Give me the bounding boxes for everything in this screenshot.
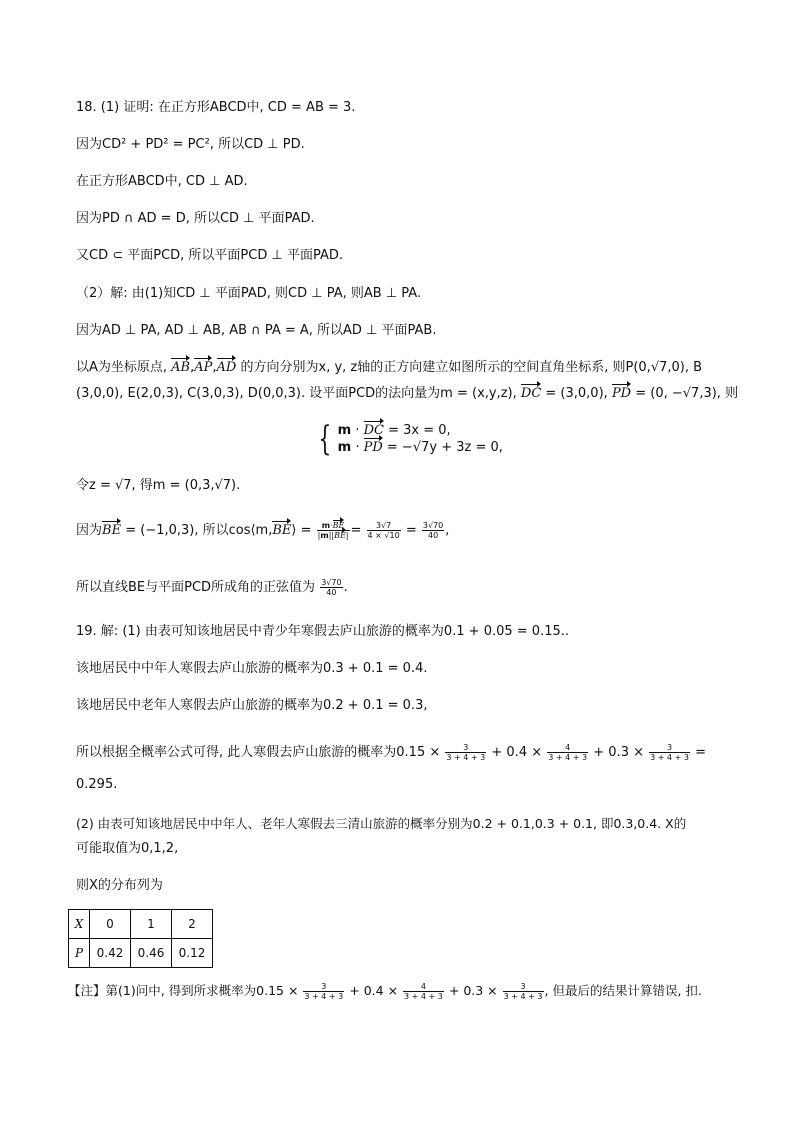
vector-be: BE: [332, 521, 345, 530]
text-segment: = (3,0,0),: [545, 386, 608, 401]
text-segment: 【注】第(1)问中, 得到所求概率为0.15 ×: [68, 983, 299, 998]
fraction: $\frac{m\cdot BE}{|m||BE|}$: [317, 521, 349, 540]
text-segment: ,: [445, 523, 450, 538]
p18-line-8: 以A为坐标原点, AB,AP,AD 的方向分别为x, y, z轴的正方向建立如图所示的空间直角坐标系, 则P(0,√7,0), B: [76, 360, 703, 375]
text-segment: = −√7y + 3z = 0,: [386, 440, 503, 455]
table-cell: 1: [131, 910, 172, 939]
p18-line-10: 令z = √7, 得m = (0,3,√7).: [76, 478, 241, 493]
vector-m: m: [321, 521, 331, 530]
text-segment: = 3x = 0,: [388, 423, 451, 438]
p19-line-1: 19. 解: (1) 由表可知该地居民中青少年寒假去庐山旅游的概率为0.1 + 0.05 = 0.15..: [76, 624, 570, 639]
denominator: 3 + 4 + 3: [503, 992, 543, 1001]
vector-ad: AD: [216, 360, 237, 375]
table-row: [69, 939, 213, 968]
denominator: 3 + 4 + 3: [650, 753, 689, 762]
fraction: [422, 521, 444, 540]
equation-system: [314, 419, 503, 459]
table-cell: 0.42: [90, 939, 131, 968]
vector-be: BE: [334, 531, 346, 540]
table-row: [69, 910, 213, 939]
vector-dc: DC: [520, 386, 542, 401]
table-cell: 0.46: [131, 939, 172, 968]
note-line: [68, 982, 702, 1001]
text-segment: = (−1,0,3), 所以cos⟨m,: [125, 523, 273, 538]
p19-line-8: 则X的分布列为: [76, 878, 163, 893]
text-segment: (3,0,0), E(2,0,3), C(3,0,3), D(0,0,3). 设平面PCD的法向量为m = (x,y,z),: [76, 386, 517, 401]
vector-m: m: [337, 440, 352, 455]
text-segment: 因为: [76, 523, 103, 538]
vector-m: m: [320, 531, 329, 540]
p18-line-1: 18. (1) 证明: 在正方形ABCD中, CD = AB = 3.: [76, 100, 356, 115]
vector-m: m: [337, 423, 352, 438]
p19-line-3: 该地居民中老年人寒假去庐山旅游的概率为0.2 + 0.1 = 0.3,: [76, 698, 428, 713]
brace-symbol: {: [318, 419, 332, 459]
text-segment: = (0, −√7,3), 则: [635, 386, 739, 401]
p19-line-5: 0.295.: [76, 777, 118, 792]
denominator: 3 + 4 + 3: [304, 992, 344, 1001]
denominator: 4 × √10: [367, 531, 400, 540]
table-cell: 0.12: [172, 939, 213, 968]
equation-row-2: m · PD = −√7y + 3z = 0,: [337, 440, 503, 455]
vector-ab: AB: [171, 360, 191, 375]
numerator: 3: [649, 743, 690, 753]
equation-row-1: m · DC = 3x = 0,: [337, 423, 451, 438]
text-segment: 的方向分别为x, y, z轴的正方向建立如图所示的空间直角坐标系, 则P(0,√7,0), B: [240, 360, 703, 375]
fraction: [445, 743, 486, 762]
distribution-table: [68, 909, 213, 968]
fraction: [403, 982, 444, 1001]
fraction: [367, 521, 401, 540]
p18-line-5: 又CD ⊂ 平面PCD, 所以平面PCD ⊥ 平面PAD.: [76, 248, 343, 263]
fraction: [547, 743, 588, 762]
p18-line-6: （2）解: 由(1)知CD ⊥ 平面PAD, 则CD ⊥ PA, 则AB ⊥ PA.: [76, 286, 422, 301]
p19-line-6: (2) 由表可知该地居民中中年人、老年人寒假去三清山旅游的概率分别为0.2 + 0.1,0.3 + 0.1, 即0.3,0.4. X的: [76, 816, 687, 831]
denominator: 3 + 4 + 3: [548, 753, 588, 762]
vector-dc: DC: [363, 423, 384, 438]
numerator: 3√70: [422, 521, 444, 530]
vector-pd: PD: [611, 386, 632, 401]
p19-line-7: 可能取值为0,1,2,: [76, 841, 179, 856]
text-segment: =: [695, 745, 707, 760]
text-segment: ⟩ =: [291, 523, 312, 538]
numerator: 3√7: [367, 521, 401, 531]
fraction: [649, 743, 690, 762]
numerator: 4: [547, 743, 588, 753]
numerator: 3: [445, 743, 486, 753]
table-cell: 0: [90, 910, 131, 939]
p19-line-4: [76, 743, 706, 762]
p18-line-2: 因为CD² + PD² = PC², 所以CD ⊥ PD.: [76, 137, 305, 152]
table-cell: 2: [172, 910, 213, 939]
p18-line-4: 因为PD ∩ AD = D, 所以CD ⊥ 平面PAD.: [76, 211, 315, 226]
vector-ap: AP: [194, 360, 213, 375]
p18-line-12: [76, 578, 348, 597]
vector-be: BE: [102, 523, 122, 538]
text-segment: , 但最后的结果计算错误, 扣.: [544, 983, 702, 998]
fraction: [503, 982, 544, 1001]
text-segment: .: [343, 580, 348, 595]
fraction: [320, 578, 342, 597]
numerator: 4: [403, 982, 444, 992]
denominator: 40: [427, 531, 439, 540]
text-segment: 以A为坐标原点,: [76, 360, 168, 375]
text-segment: + 0.3 ×: [448, 983, 498, 998]
text-segment: 所以根据全概率公式可得, 此人寒假去庐山旅游的概率为0.15 ×: [76, 745, 441, 760]
numerator: 3: [303, 982, 344, 992]
p18-line-7: 因为AD ⊥ PA, AD ⊥ AB, AB ∩ PA = A, 所以AD ⊥ 平面PAB.: [76, 323, 437, 338]
vector-pd: PD: [363, 440, 383, 455]
p18-line-9: [76, 385, 738, 403]
table-cell: X: [69, 910, 90, 939]
text-segment: =: [405, 523, 417, 538]
table-cell: P: [69, 939, 90, 968]
vector-be: BE: [272, 523, 292, 538]
p18-line-3: 在正方形ABCD中, CD ⊥ AD.: [76, 174, 248, 189]
numerator: 3: [503, 982, 544, 992]
text-segment: + 0.4 ×: [491, 745, 543, 760]
fraction: [303, 982, 344, 1001]
p18-line-11: 因为BE = (−1,0,3), 所以cos⟨m,BE⟩ = $\frac{m\cdot BE}{|m||BE|}$ = $\frac{3√7}{4 \times √10}$ = $\frac{3√70}{40}$ ,: [76, 521, 450, 540]
text-segment: + 0.4 ×: [349, 983, 399, 998]
numerator: 3√70: [321, 578, 342, 587]
denominator: 3 + 4 + 3: [404, 992, 443, 1001]
denominator: 3 + 4 + 3: [446, 753, 486, 762]
text-segment: + 0.3 ×: [593, 745, 644, 760]
p19-line-2: 该地居民中中年人寒假去庐山旅游的概率为0.3 + 0.1 = 0.4.: [76, 661, 428, 676]
text-segment: 所以直线BE与平面PCD所成角的正弦值为: [76, 580, 316, 595]
denominator: 40: [326, 588, 337, 597]
